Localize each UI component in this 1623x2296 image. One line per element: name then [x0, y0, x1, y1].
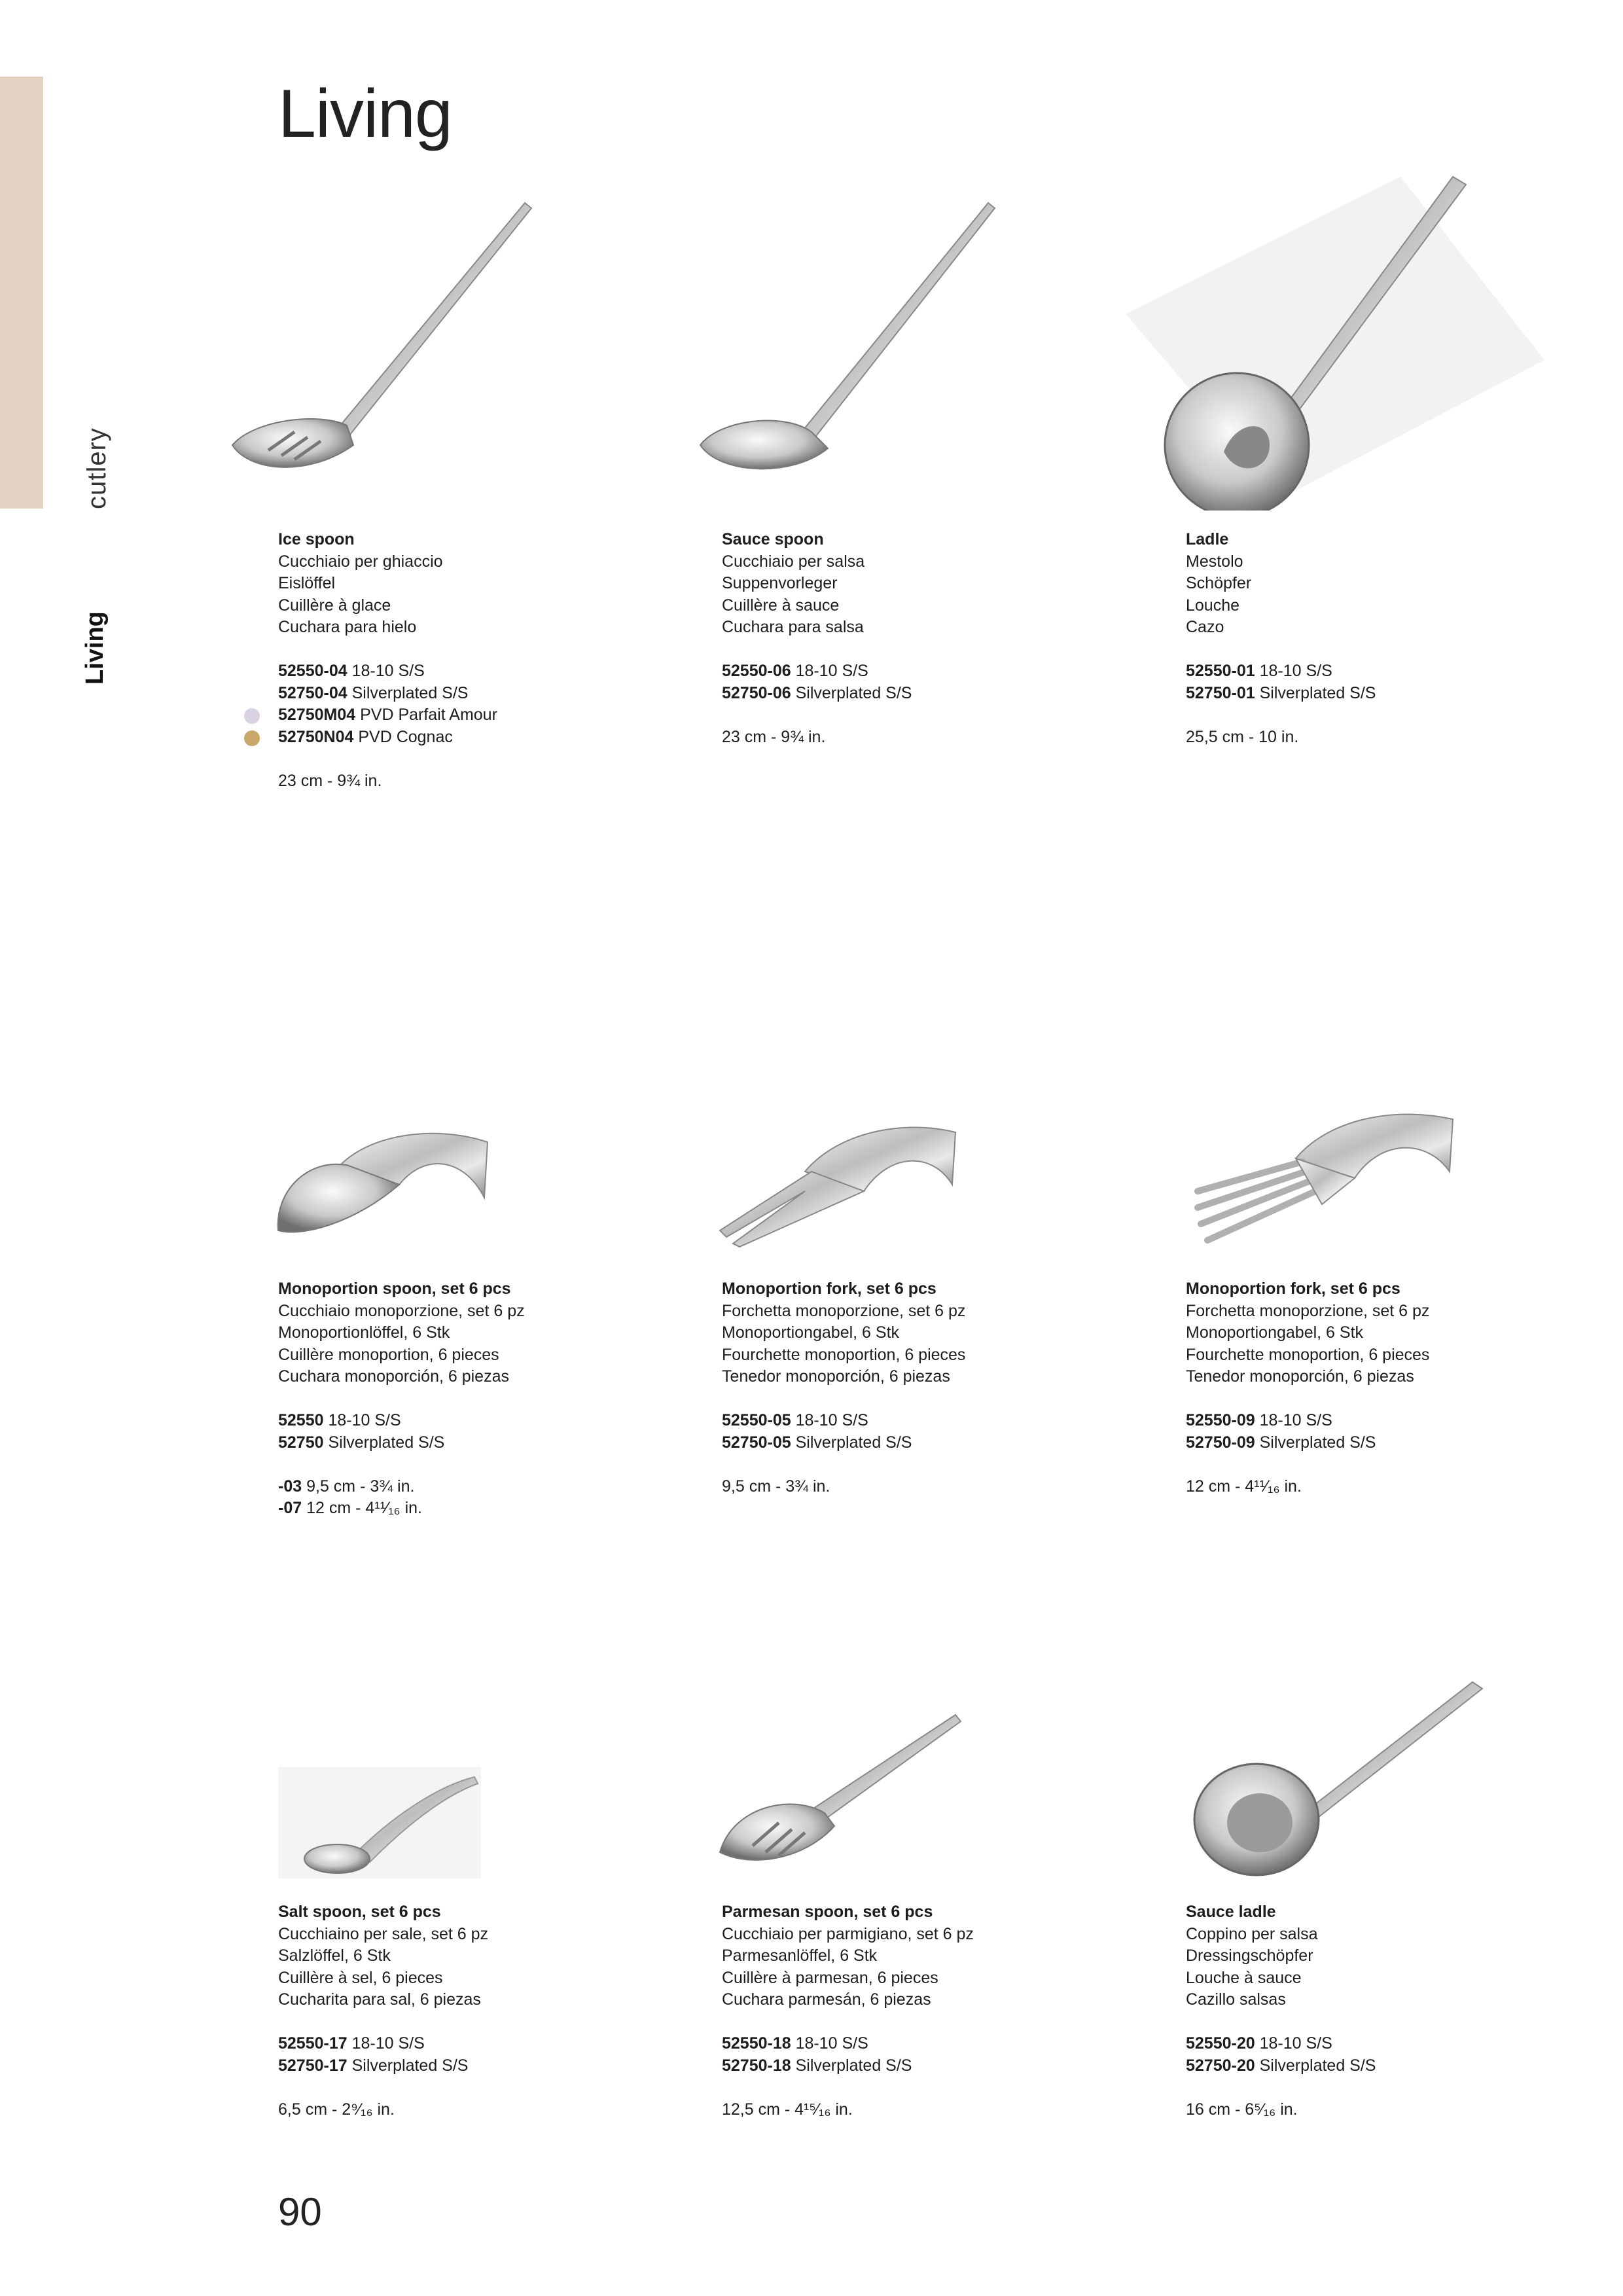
product-name-en: Monoportion spoon, set 6 pcs: [278, 1280, 511, 1298]
size-code: -07: [278, 1499, 302, 1517]
product-name-es: Tenedor monoporción, 6 piezas: [722, 1367, 950, 1386]
product-name-de: Eislöffel: [278, 574, 336, 592]
product-name-es: Cazillo salsas: [1186, 1990, 1286, 2009]
variant-code: 52750-01: [1186, 683, 1255, 702]
variant-row: [1186, 2033, 1611, 2055]
page-number: 90: [278, 2190, 322, 2234]
size-row: [722, 2099, 1147, 2121]
size-row: [722, 726, 1147, 749]
variant-desc: 18-10 S/S: [1259, 2034, 1332, 2053]
variant-row: [722, 1410, 1147, 1432]
variant-desc: 18-10 S/S: [1259, 662, 1332, 680]
product-name-it: Mestolo: [1186, 552, 1243, 571]
ice-spoon-image: [223, 196, 550, 497]
variant-desc: 18-10 S/S: [1259, 1411, 1332, 1429]
size-row: [278, 770, 704, 793]
monoportion-fork-2-tine-image: [713, 1113, 962, 1257]
variant-code: 52750-18: [722, 2056, 791, 2075]
monoportion-fork-2-tine-icon: [713, 1113, 962, 1257]
variant-desc: Silverplated S/S: [351, 2056, 469, 2075]
product-monoportion-fork-4: [1186, 1278, 1611, 1498]
size-desc: 12 cm - 4¹¹⁄₁₆ in.: [1186, 1477, 1302, 1496]
variant-desc: Silverplated S/S: [795, 683, 912, 702]
cognac-swatch: [244, 730, 260, 746]
product-name-en: Salt spoon, set 6 pcs: [278, 1903, 441, 1921]
variant-code: 52550-20: [1186, 2034, 1255, 2053]
product-name-de: Monoportiongabel, 6 Stk: [1186, 1323, 1364, 1342]
product-parmesan-spoon: [722, 1901, 1147, 2121]
product-name-it: Cucchiaio per ghiaccio: [278, 552, 443, 571]
product-name-en: Monoportion fork, set 6 pcs: [722, 1280, 936, 1298]
variant-row: [1186, 2055, 1611, 2077]
variant-row: [278, 2033, 704, 2055]
variant-code: 52550: [278, 1411, 324, 1429]
variant-row: [278, 1432, 704, 1454]
product-name-fr: Cuillère à parmesan, 6 pieces: [722, 1968, 938, 1987]
variant-code: 52550-04: [278, 662, 348, 680]
variant-row: [278, 683, 704, 705]
size-row: [1186, 2099, 1611, 2121]
variant-code: 52750-05: [722, 1433, 791, 1452]
variant-row: [1186, 1432, 1611, 1454]
product-name-de: Schöpfer: [1186, 574, 1252, 592]
variant-desc: Silverplated S/S: [795, 1433, 912, 1452]
variant-code: 52750N04: [278, 727, 354, 746]
size-desc: 25,5 cm - 10 in.: [1186, 727, 1299, 746]
variant-desc: Silverplated S/S: [351, 683, 469, 702]
size-row: [278, 1498, 704, 1520]
ice-spoon-icon: [223, 196, 550, 497]
variant-row: [278, 1410, 704, 1432]
variant-row: [1186, 1410, 1611, 1432]
product-name-en: Ladle: [1186, 530, 1229, 548]
product-name-fr: Cuillère monoportion, 6 pieces: [278, 1345, 499, 1364]
size-row: [1186, 726, 1611, 749]
product-name-fr: Fourchette monoportion, 6 pieces: [722, 1345, 966, 1364]
product-name-fr: Cuillère à sel, 6 pieces: [278, 1968, 443, 1987]
monoportion-fork-4-tine-icon: [1191, 1100, 1459, 1257]
variant-code: 52550-17: [278, 2034, 348, 2053]
variant-desc: Silverplated S/S: [328, 1433, 445, 1452]
parfait-amour-swatch: [244, 708, 260, 724]
ladle-image: [1126, 170, 1544, 511]
product-name-it: Forchetta monoporzione, set 6 pz: [722, 1301, 966, 1320]
size-desc: 23 cm - 9¾ in.: [722, 727, 826, 746]
product-name-en: Sauce spoon: [722, 530, 824, 548]
product-name-it: Cucchiaio per salsa: [722, 552, 865, 571]
variant-row: [278, 704, 704, 726]
size-desc: 12,5 cm - 4¹⁵⁄₁₆ in.: [722, 2100, 853, 2119]
variant-code: 52750-04: [278, 683, 348, 702]
product-name-de: Suppenvorleger: [722, 574, 838, 592]
product-name-fr: Fourchette monoportion, 6 pieces: [1186, 1345, 1430, 1364]
variant-desc: 18-10 S/S: [795, 2034, 868, 2053]
product-name-es: Cuchara para salsa: [722, 618, 864, 636]
product-name-en: Ice spoon: [278, 530, 355, 548]
variant-code: 52750-06: [722, 683, 791, 702]
product-name-es: Tenedor monoporción, 6 piezas: [1186, 1367, 1414, 1386]
product-name-es: Cucharita para sal, 6 piezas: [278, 1990, 481, 2009]
size-desc: 6,5 cm - 2⁹⁄₁₆ in.: [278, 2100, 395, 2119]
ladle-icon: [1126, 170, 1544, 511]
product-name-it: Cucchiaio per parmigiano, set 6 pz: [722, 1924, 974, 1943]
monoportion-spoon-image: [268, 1126, 491, 1257]
product-name-en: Parmesan spoon, set 6 pcs: [722, 1903, 933, 1921]
side-category-label: cutlery: [82, 427, 111, 509]
variant-desc: Silverplated S/S: [1259, 2056, 1376, 2075]
salt-spoon-icon: [278, 1767, 481, 1878]
variant-code: 52550-01: [1186, 662, 1255, 680]
product-name-it: Forchetta monoporzione, set 6 pz: [1186, 1301, 1430, 1320]
variant-row: [722, 1432, 1147, 1454]
side-color-band: [0, 77, 43, 509]
product-name-de: Monoportiongabel, 6 Stk: [722, 1323, 900, 1342]
product-name-de: Salzlöffel, 6 Stk: [278, 1946, 391, 1965]
variant-desc: 18-10 S/S: [795, 1411, 868, 1429]
product-name-es: Cazo: [1186, 618, 1224, 636]
product-name-de: Dressingschöpfer: [1186, 1946, 1313, 1965]
product-monoportion-fork-2: [722, 1278, 1147, 1498]
size-row: [722, 1476, 1147, 1498]
variant-code: 52550-05: [722, 1411, 791, 1429]
variant-desc: 18-10 S/S: [351, 2034, 425, 2053]
size-desc: 23 cm - 9¾ in.: [278, 771, 382, 790]
variant-code: 52550-09: [1186, 1411, 1255, 1429]
product-name-it: Cucchiaio monoporzione, set 6 pz: [278, 1301, 525, 1320]
sauce-spoon-icon: [694, 196, 1021, 497]
size-desc: 16 cm - 6⁵⁄₁₆ in.: [1186, 2100, 1298, 2119]
side-section-label: Living: [81, 611, 109, 685]
product-name-en: Monoportion fork, set 6 pcs: [1186, 1280, 1400, 1298]
variant-row: [722, 2055, 1147, 2077]
sauce-spoon-image: [694, 196, 1021, 497]
variant-code: 52750-17: [278, 2056, 348, 2075]
variant-row: [722, 2033, 1147, 2055]
variant-code: 52550-06: [722, 662, 791, 680]
product-name-es: Cuchara parmesán, 6 piezas: [722, 1990, 931, 2009]
product-name-es: Cuchara monoporción, 6 piezas: [278, 1367, 509, 1386]
variant-row: [1186, 683, 1611, 705]
variant-row: [278, 2055, 704, 2077]
variant-desc: 18-10 S/S: [328, 1411, 401, 1429]
variant-desc: Silverplated S/S: [1259, 1433, 1376, 1452]
product-name-fr: Cuillère à glace: [278, 596, 391, 615]
product-name-fr: Cuillère à sauce: [722, 596, 840, 615]
size-desc: 12 cm - 4¹¹⁄₁₆ in.: [306, 1499, 422, 1517]
product-name-en: Sauce ladle: [1186, 1903, 1276, 1921]
product-sauce-spoon: [722, 529, 1147, 748]
variant-row: [278, 726, 704, 749]
product-name-fr: Louche: [1186, 596, 1240, 615]
variant-row: [1186, 660, 1611, 683]
product-monoportion-spoon: [278, 1278, 704, 1520]
sauce-ladle-image: [1185, 1669, 1499, 1885]
variant-desc: PVD Parfait Amour: [360, 706, 497, 724]
product-name-de: Parmesanlöffel, 6 Stk: [722, 1946, 878, 1965]
variant-row: [278, 660, 704, 683]
product-name-es: Cuchara para hielo: [278, 618, 417, 636]
variant-desc: Silverplated S/S: [1259, 683, 1376, 702]
product-ice-spoon: [278, 529, 704, 792]
product-name-it: Cucchiaino per sale, set 6 pz: [278, 1924, 489, 1943]
monoportion-fork-4-tine-image: [1191, 1100, 1459, 1257]
sauce-ladle-icon: [1185, 1669, 1499, 1885]
variant-desc: 18-10 S/S: [351, 662, 425, 680]
page-title: Living: [278, 76, 452, 152]
product-ladle: [1186, 529, 1611, 748]
size-row: [278, 2099, 704, 2121]
variant-desc: 18-10 S/S: [795, 662, 868, 680]
product-name-it: Coppino per salsa: [1186, 1924, 1318, 1943]
monoportion-spoon-icon: [268, 1126, 491, 1257]
variant-code: 52750: [278, 1433, 324, 1452]
product-name-fr: Louche à sauce: [1186, 1968, 1302, 1987]
parmesan-spoon-image: [713, 1708, 962, 1878]
variant-desc: Silverplated S/S: [795, 2056, 912, 2075]
variant-code: 52750-09: [1186, 1433, 1255, 1452]
size-row: [1186, 1476, 1611, 1498]
size-code: -03: [278, 1477, 302, 1496]
variant-code: 52750-20: [1186, 2056, 1255, 2075]
variant-desc: PVD Cognac: [358, 727, 453, 746]
product-sauce-ladle: [1186, 1901, 1611, 2121]
product-salt-spoon: [278, 1901, 704, 2121]
size-row: [278, 1476, 704, 1498]
variant-row: [722, 660, 1147, 683]
variant-row: [722, 683, 1147, 705]
parmesan-spoon-icon: [713, 1708, 962, 1878]
variant-code: 52750M04: [278, 706, 356, 724]
size-desc: 9,5 cm - 3¾ in.: [722, 1477, 830, 1496]
size-desc: 9,5 cm - 3¾ in.: [306, 1477, 415, 1496]
product-name-de: Monoportionlöffel, 6 Stk: [278, 1323, 450, 1342]
salt-spoon-image: [278, 1767, 481, 1878]
variant-code: 52550-18: [722, 2034, 791, 2053]
